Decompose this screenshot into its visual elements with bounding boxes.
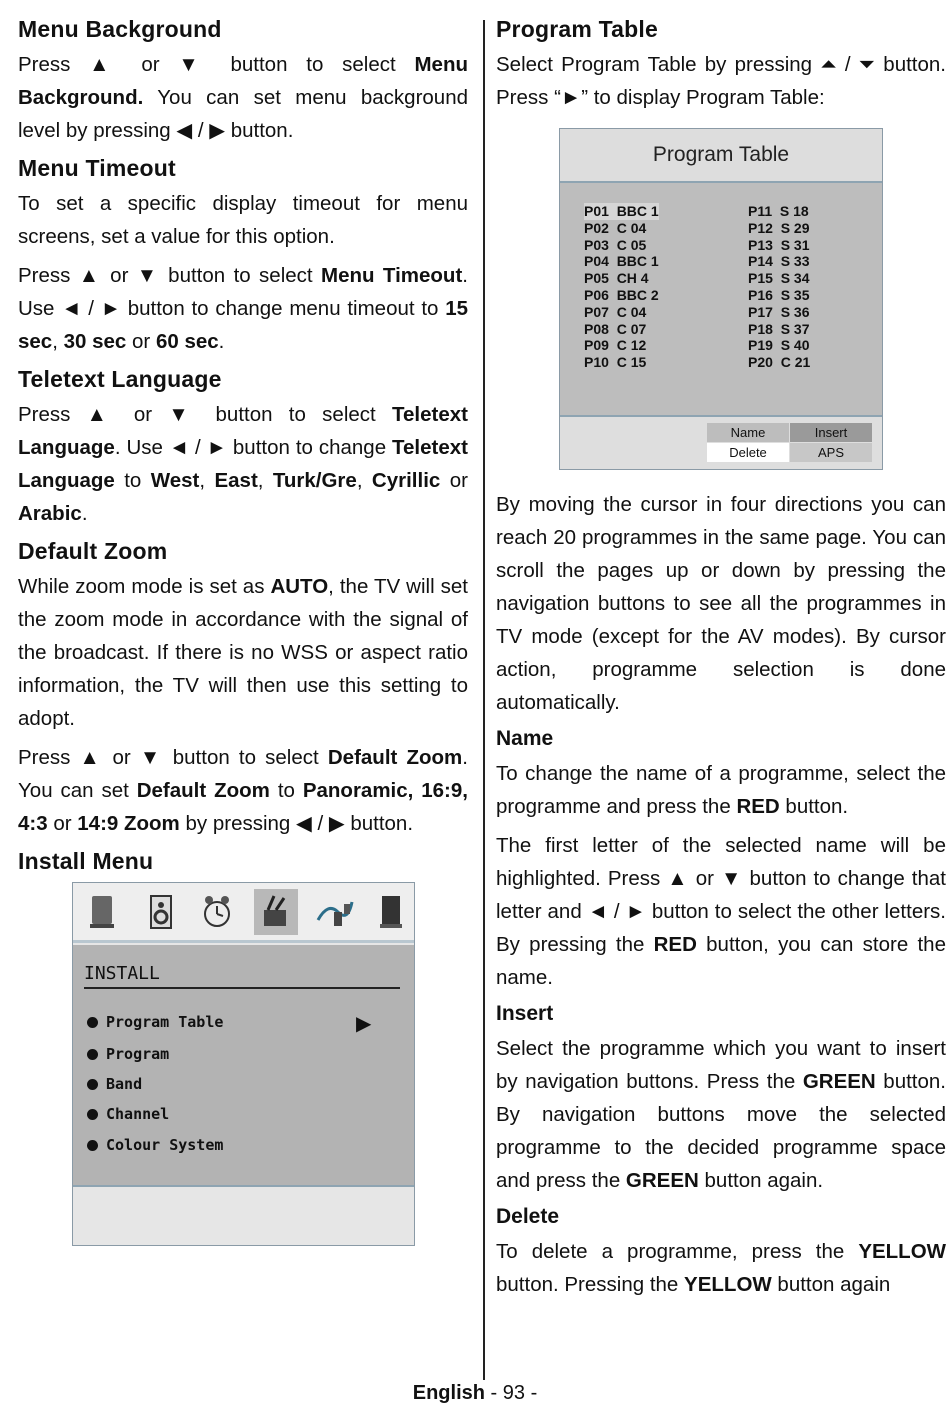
program-table-footer [560, 415, 882, 469]
program-row[interactable]: P04 BBC 1 [584, 253, 659, 270]
default-zoom-text-1: While zoom mode is set as AUTO, the TV will set the zoom mode in accordance with the signal of the broadcast. If there is no WSS or aspect ratio information, the TV will then use this setting to adopt. [18, 575, 468, 730]
delete-heading: Delete [496, 1205, 560, 1228]
delete-text: To delete a programme, press the YELLOW button. Pressing the YELLOW button again [496, 1240, 946, 1296]
left-column [18, 14, 468, 1246]
footer-language: English [412, 1382, 485, 1404]
program-row[interactable]: P17 S 36 [748, 303, 810, 320]
program-row[interactable]: P16 S 35 [748, 286, 810, 303]
page-footer [0, 1382, 950, 1405]
bullet-icon [87, 1017, 98, 1028]
connection-icon [312, 889, 356, 935]
install-menu-icon-bar [73, 883, 414, 943]
install-menu-screenshot [72, 882, 415, 1246]
install-menu-panel [73, 945, 414, 1187]
program-list-column-1 [584, 203, 659, 371]
program-row[interactable]: P01 BBC 1 [584, 203, 659, 219]
name-text-1: To change the name of a programme, select the programme and press the RED button. [496, 762, 946, 818]
program-table-text-1: Select Program Table by pressing ⏶ / ⏷ button. Press “►” to display Program Table: [496, 53, 946, 109]
page-number: - 93 - [490, 1382, 538, 1404]
submenu-arrow-icon: ▶ [356, 1013, 372, 1035]
program-row[interactable]: P12 S 29 [748, 219, 810, 236]
teletext-language-text: Press ▲ or ▼ button to select Teletext Language. Use ◄ / ► button to change Teletext Language to West, East, Turk/Gre, Cyrillic or Arabic. [18, 403, 468, 525]
aps-button[interactable]: APS [790, 443, 872, 462]
install-item-program[interactable]: Program [87, 1045, 169, 1063]
program-row[interactable]: P09 C 12 [584, 337, 647, 354]
menu-background-heading: Menu Background [18, 16, 222, 42]
menu-timeout-text-1: To set a specific display timeout for menu screens, set a value for this option. [18, 192, 468, 248]
install-menu-heading: Install Menu [18, 848, 154, 874]
bullet-icon [87, 1049, 98, 1060]
install-item-program-table[interactable]: Program Table [87, 1013, 223, 1031]
menu-timeout-text-2: Press ▲ or ▼ button to select Menu Timeout. Use ◄ / ► button to change menu timeout to 15 sec, 30 sec or 60 sec. [18, 264, 468, 353]
clock-icon [197, 889, 241, 935]
program-row[interactable]: P14 S 33 [748, 253, 810, 270]
program-table-screen-title: Program Table [560, 129, 882, 183]
install-menu-title-rule [84, 987, 400, 989]
speaker-icon [139, 889, 183, 935]
delete-button[interactable]: Delete [707, 443, 789, 462]
program-table-text-2: By moving the cursor in four directions you can reach 20 programmes in the same page. You can scroll the pages up or down by pressing the navigation buttons to see all the programmes in TV mode (except for the AV modes). By cursor action, programme selection is done automatically. [496, 493, 946, 714]
teletext-language-heading: Teletext Language [18, 366, 222, 392]
program-row[interactable]: P13 S 31 [748, 236, 810, 253]
source-icon [370, 889, 414, 935]
default-zoom-heading: Default Zoom [18, 538, 168, 564]
name-text-2: The first letter of the selected name will be highlighted. Press ▲ or ▼ button to change that letter and ◄ / ► button to select the other letters. By pressing the RED button, you can store the name. [496, 834, 946, 989]
program-row[interactable]: P15 S 34 [748, 270, 810, 287]
program-table-heading: Program Table [496, 16, 658, 42]
program-row[interactable]: P08 C 07 [584, 320, 647, 337]
install-item-channel[interactable]: Channel [87, 1105, 169, 1123]
name-heading: Name [496, 727, 554, 750]
bullet-icon [87, 1140, 98, 1151]
program-row[interactable]: P07 C 04 [584, 303, 647, 320]
program-row[interactable]: P03 C 05 [584, 236, 647, 253]
program-row[interactable]: P02 C 04 [584, 219, 647, 236]
program-row[interactable]: P10 C 15 [584, 354, 647, 371]
program-list-column-2 [748, 203, 810, 371]
program-row[interactable]: P06 BBC 2 [584, 286, 659, 303]
menu-background-text: Press ▲ or ▼ button to select Menu Background. You can set menu background level by pressing ◀ / ▶ button. [18, 53, 468, 142]
install-menu-title: INSTALL [84, 963, 160, 984]
program-row[interactable]: P19 S 40 [748, 337, 810, 354]
insert-text: Select the programme which you want to insert by navigation buttons. Press the GREEN button. By navigation buttons move the selected programme to the decided programme space and press the GREEN button again. [496, 1037, 946, 1192]
program-table-screenshot [559, 128, 883, 470]
menu-timeout-heading: Menu Timeout [18, 155, 176, 181]
column-divider [483, 20, 485, 1380]
install-item-band[interactable]: Band [87, 1075, 142, 1093]
right-column [496, 14, 946, 1307]
program-row[interactable]: P18 S 37 [748, 320, 810, 337]
program-row[interactable]: P20 C 21 [748, 354, 811, 371]
default-zoom-text-2: Press ▲ or ▼ button to select Default Zoom. You can set Default Zoom to Panoramic, 16:9, 4:3 or 14:9 Zoom by pressing ◀ / ▶ button. [18, 746, 468, 835]
program-row[interactable]: P11 S 18 [748, 203, 809, 219]
insert-button[interactable]: Insert [790, 423, 872, 442]
bullet-icon [87, 1079, 98, 1090]
tv-picture-icon [81, 889, 125, 935]
bullet-icon [87, 1109, 98, 1120]
insert-heading: Insert [496, 1002, 554, 1025]
name-button[interactable]: Name [707, 423, 789, 442]
tools-icon [254, 889, 298, 935]
program-row[interactable]: P05 CH 4 [584, 270, 649, 287]
install-item-colour-system[interactable]: Colour System [87, 1136, 223, 1154]
